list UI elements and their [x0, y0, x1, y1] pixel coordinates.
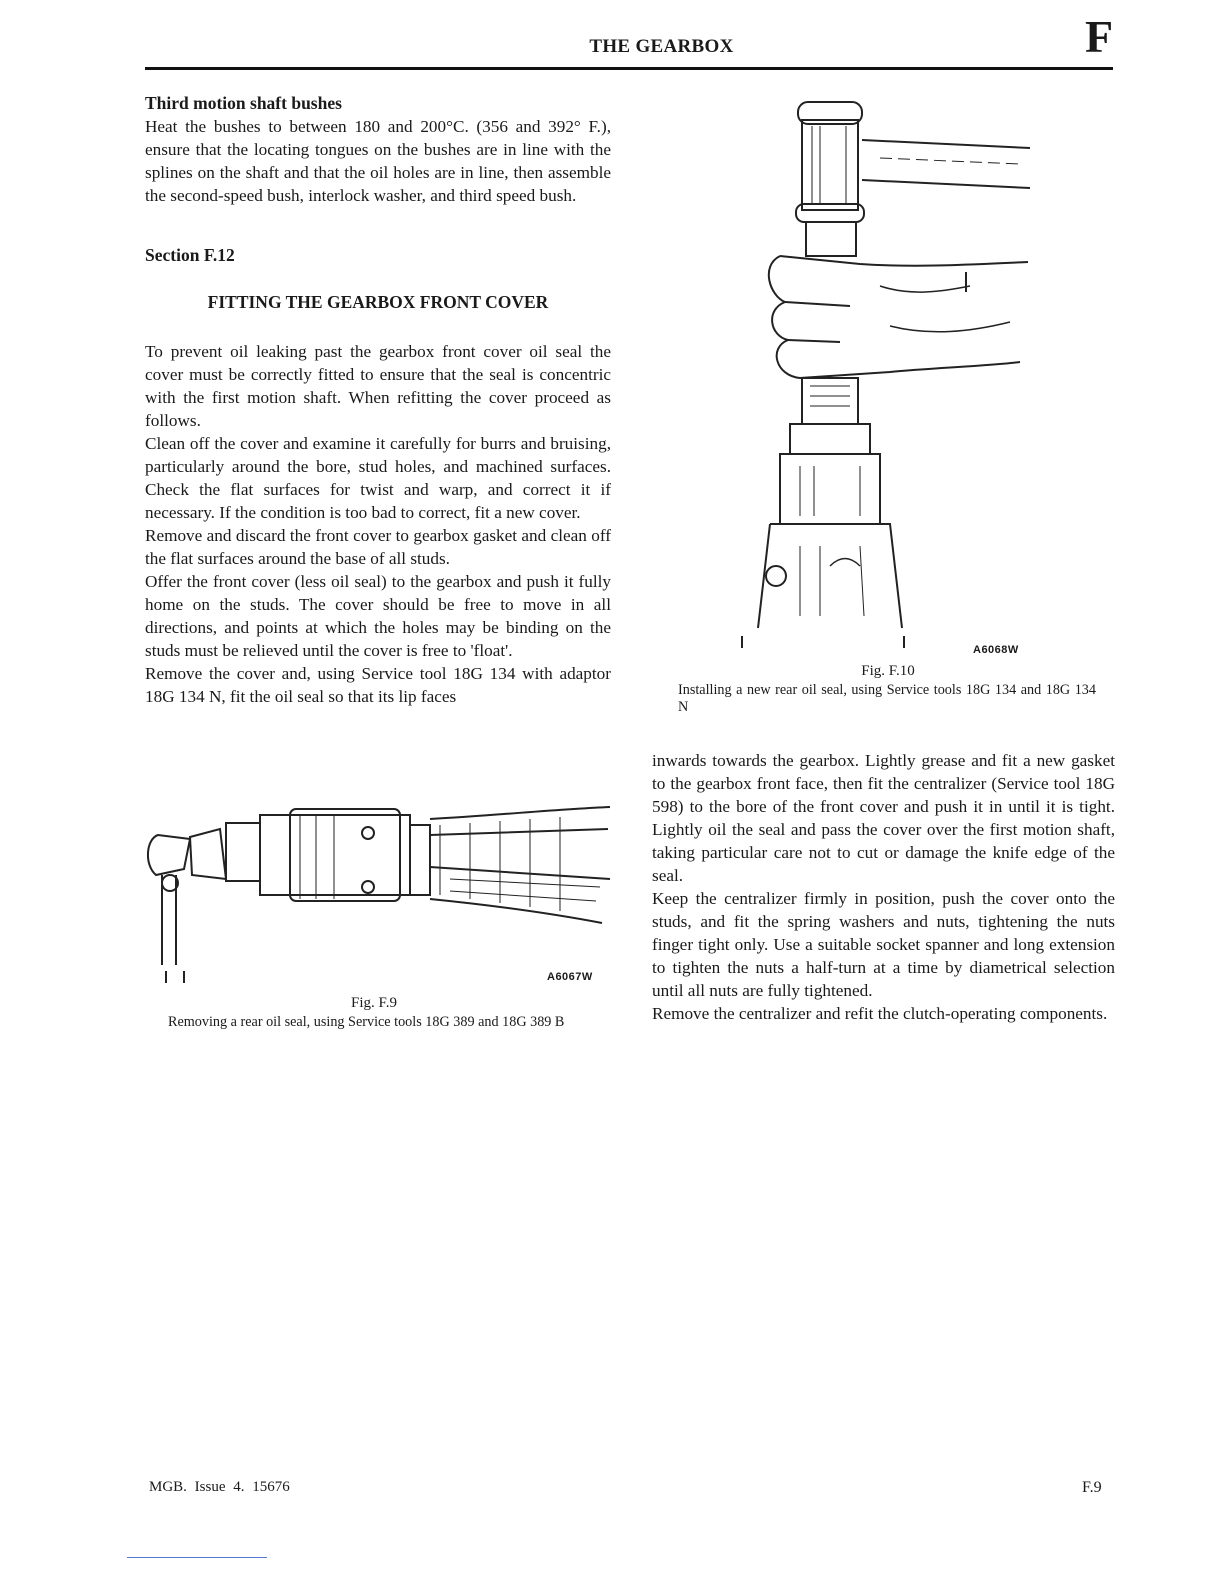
paragraph: Keep the centralizer firmly in position, push the cover onto the studs, and fit the spring washers and nuts, tightening the nuts finger tight only. Use a suitable socket spanner and long extension to tighten the nuts a half-turn at a time by diametrical selection until all nuts are fully tightened.: [652, 889, 1115, 1000]
paragraph-bushes: Heat the bushes to between 180 and 200°C. (356 and 392° F.), ensure that the locating tongues on the bushes are in line with the splines on the shaft and that the oil holes are in line, then assemble the second-speed bush, interlock washer, and third speed bush.: [145, 117, 611, 205]
figure-caption: Installing a new rear oil seal, using Service tools 18G 134 and 18G 134 N: [678, 682, 1096, 715]
paragraph: Remove and discard the front cover to gearbox gasket and clean off the flat surfaces around the base of all studs.: [145, 526, 611, 568]
hammer-drift-drawing: [740, 96, 1040, 656]
footer-issue-info: MGB. Issue 4. 15676: [149, 1479, 290, 1495]
figure-f9-illustration: [140, 795, 615, 990]
figure-code: A6068W: [973, 644, 1019, 656]
page-number: F.9: [1082, 1479, 1102, 1496]
paragraph: Remove the centralizer and refit the clutch-operating components.: [652, 1004, 1108, 1023]
figure-code: A6067W: [547, 971, 593, 983]
left-column: [145, 92, 611, 708]
section-letter: F: [1085, 11, 1114, 62]
paragraph: Offer the front cover (less oil seal) to the gearbox and push it fully home on the studs. The cover should be free to move in all directions, and points at which the holes may be binding on the studs must be relieved until the cover is free to 'float'.: [145, 572, 611, 660]
paragraph: Remove the cover and, using Service tool 18G 134 with adaptor 18G 134 N, fit the oil seal so that its lip faces: [145, 664, 611, 706]
bottom-rule: [127, 1557, 267, 1558]
paragraph: inwards towards the gearbox. Lightly grease and fit a new gasket to the gearbox front face, then fit the centralizer (Service tool 18G 598) to the bore of the front cover and push it in until it is tight. Lightly oil the seal and pass the cover over the first motion shaft, taking particular care not to cut or damage the knife edge of the seal.: [652, 751, 1115, 885]
subheading-bushes: Third motion shaft bushes: [145, 93, 342, 113]
figure-caption: Removing a rear oil seal, using Service tools 18G 389 and 18G 389 B: [168, 1014, 565, 1030]
page-header-title: THE GEARBOX: [589, 36, 734, 57]
figure-number: Fig. F.10: [861, 663, 915, 679]
right-column: [652, 749, 1115, 1025]
figure-f10-illustration: [740, 96, 1040, 656]
paragraph: To prevent oil leaking past the gearbox front cover oil seal the cover must be correctly fitted to ensure that the seal is concentric with the first motion shaft. When refitting the cover proceed as follows.: [145, 342, 611, 430]
paragraph: Clean off the cover and examine it carefully for burrs and bruising, particularly around the bore, stud holes, and machined surfaces. Check the flat surfaces for twist and warp, and correct it if necessary. If the condition is too bad to correct, fit a new cover.: [145, 434, 611, 522]
seal-puller-drawing: [140, 795, 615, 990]
header-rule: [145, 67, 1113, 70]
figure-number: Fig. F.9: [351, 995, 397, 1011]
section-title: FITTING THE GEARBOX FRONT COVER: [207, 292, 549, 312]
section-label: Section F.12: [145, 245, 235, 265]
